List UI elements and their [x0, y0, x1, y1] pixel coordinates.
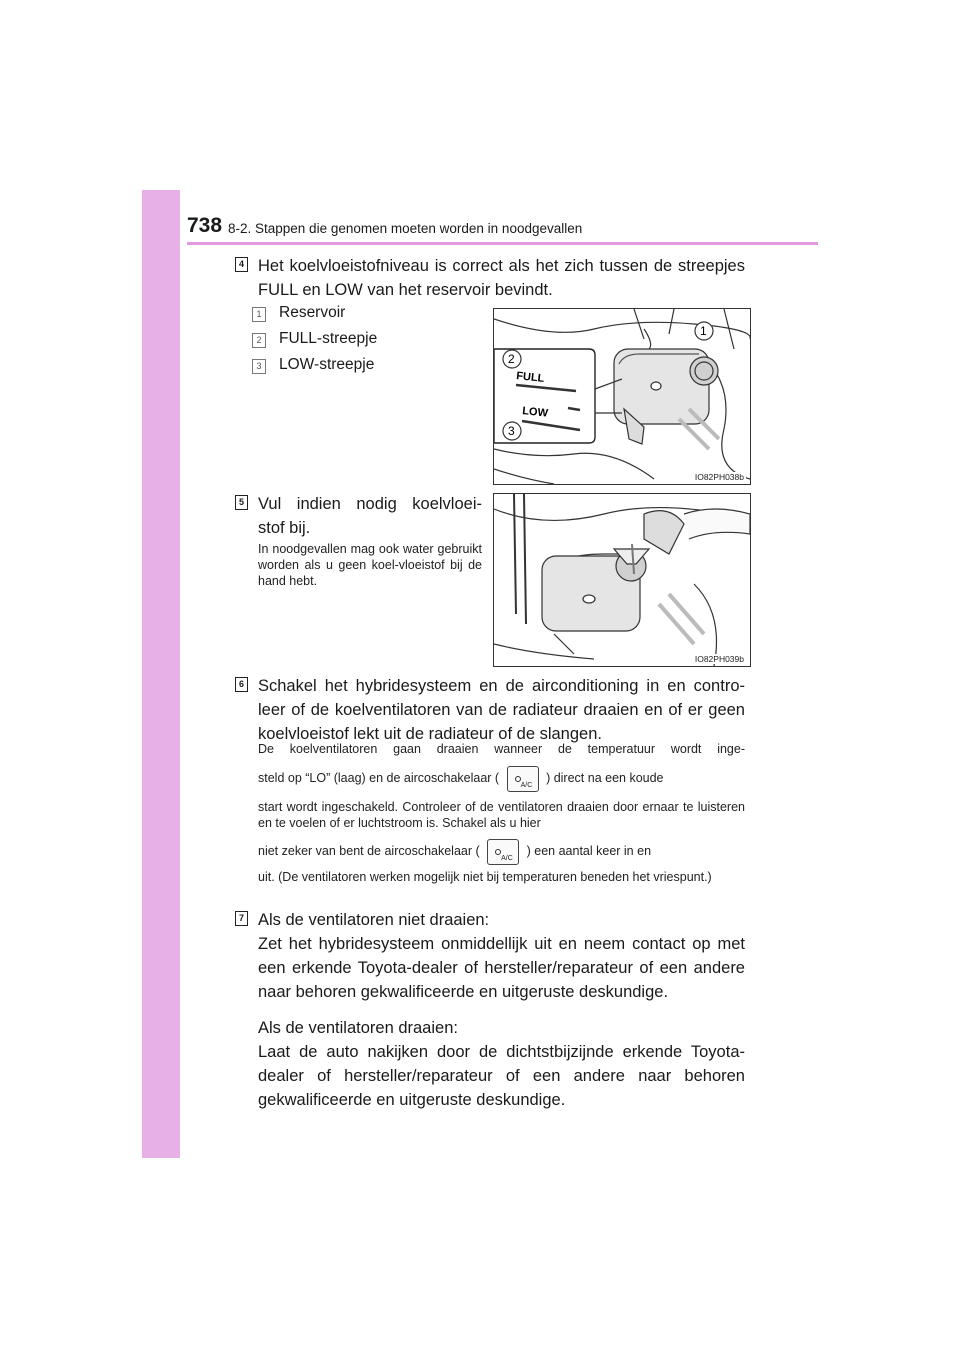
step-4-text: Het koelvloeistofniveau is correct als het zich tussen de streepjes FULL en LOW van het reservoir bevindt.	[258, 257, 745, 299]
legend-2-marker: 2	[252, 333, 266, 348]
callout-2: 2	[508, 352, 515, 366]
step-7-marker: 7	[235, 911, 248, 926]
full-mark-label: FULL	[515, 370, 545, 385]
legend-1-label: Reservoir	[279, 304, 346, 321]
step-4-marker: 4	[235, 257, 248, 272]
step-6-text: Schakel het hybridesysteem en de airconditioning in en contro-leer of de koelventilatoren van de radiateur draaien en of er geen koelvloeistof lekt uit de radiateur of de slangen.	[258, 677, 745, 743]
legend-3-label: LOW-streepje	[279, 356, 375, 373]
step-6-note-line3: start wordt ingeschakeld. Controleer of de ventilatoren draaien door ernaar te luisteren en te voelen of er luchtstroom is. Schakel als u hier	[258, 800, 745, 830]
step-6-note-line5: uit. (De ventilatoren werken mogelijk niet bij temperaturen beneden het vriespunt.)	[258, 870, 712, 884]
step-5-note: In noodgevallen mag ook water gebruikt worden als u geen koel-vloeistof bij de hand hebt.	[258, 542, 482, 588]
note-line2-start: steld op “LO” (laag) en de aircoschakelaar (	[258, 771, 500, 785]
ac-switch-icon-2	[487, 839, 519, 865]
step-5-marker: 5	[235, 495, 248, 510]
callout-3: 3	[508, 424, 515, 438]
legend-1-marker: 1	[252, 307, 266, 322]
step-6-marker: 6	[235, 677, 248, 692]
note-line4-start: niet zeker van bent de aircoschakelaar (	[258, 844, 480, 858]
step-7-line3: Als de ventilatoren draaien:	[258, 1019, 458, 1037]
refill-drawing	[494, 494, 750, 666]
figure-code-2: IO82PH039b	[694, 654, 744, 664]
ac-label-2: A/C	[501, 854, 513, 862]
ac-label: A/C	[520, 781, 533, 789]
chapter-sidebar-tab	[142, 190, 180, 1158]
step-6-note-line4	[258, 838, 651, 865]
header-divider	[187, 242, 818, 245]
reservoir-drawing	[494, 309, 750, 484]
step-6-note-line1: De koelventilatoren gaan draaien wanneer de temperatuur wordt inge-	[258, 742, 745, 756]
step-7-line4: Laat de auto nakijken door de dichtstbijzijnde erkende Toyota-dealer of hersteller/reparateur of een andere naar behoren gekwalificeerde en uitgeruste deskundige.	[258, 1043, 745, 1109]
ac-switch-icon	[507, 766, 539, 792]
page-number: 738	[187, 214, 223, 237]
legend-3-marker: 3	[252, 359, 266, 374]
step-5-text-line2: stof bij.	[258, 519, 311, 537]
reservoir-illustration	[493, 308, 751, 485]
refill-illustration	[493, 493, 751, 667]
note-line4-end: ) een aantal keer in en	[526, 844, 652, 858]
legend-2-label: FULL-streepje	[279, 330, 378, 347]
step-7-line2: Zet het hybridesysteem onmiddellijk uit en neem contact op met een erkende Toyota-dealer of hersteller/reparateur of een andere naar behoren gekwalificeerde en uitgeruste deskundige.	[258, 935, 745, 1001]
low-mark-label: LOW	[521, 405, 549, 420]
step-5-text-line1: Vul indien nodig koelvloei-	[258, 495, 482, 513]
note-line2-end: ) direct na een koude	[546, 771, 664, 785]
figure-code-1: IO82PH038b	[694, 472, 744, 482]
step-7-line1: Als de ventilatoren niet draaien:	[258, 911, 490, 929]
callout-1: 1	[700, 324, 707, 338]
section-title: 8-2. Stappen die genomen moeten worden in noodgevallen	[228, 221, 583, 236]
step-6-note-line2	[258, 765, 664, 792]
